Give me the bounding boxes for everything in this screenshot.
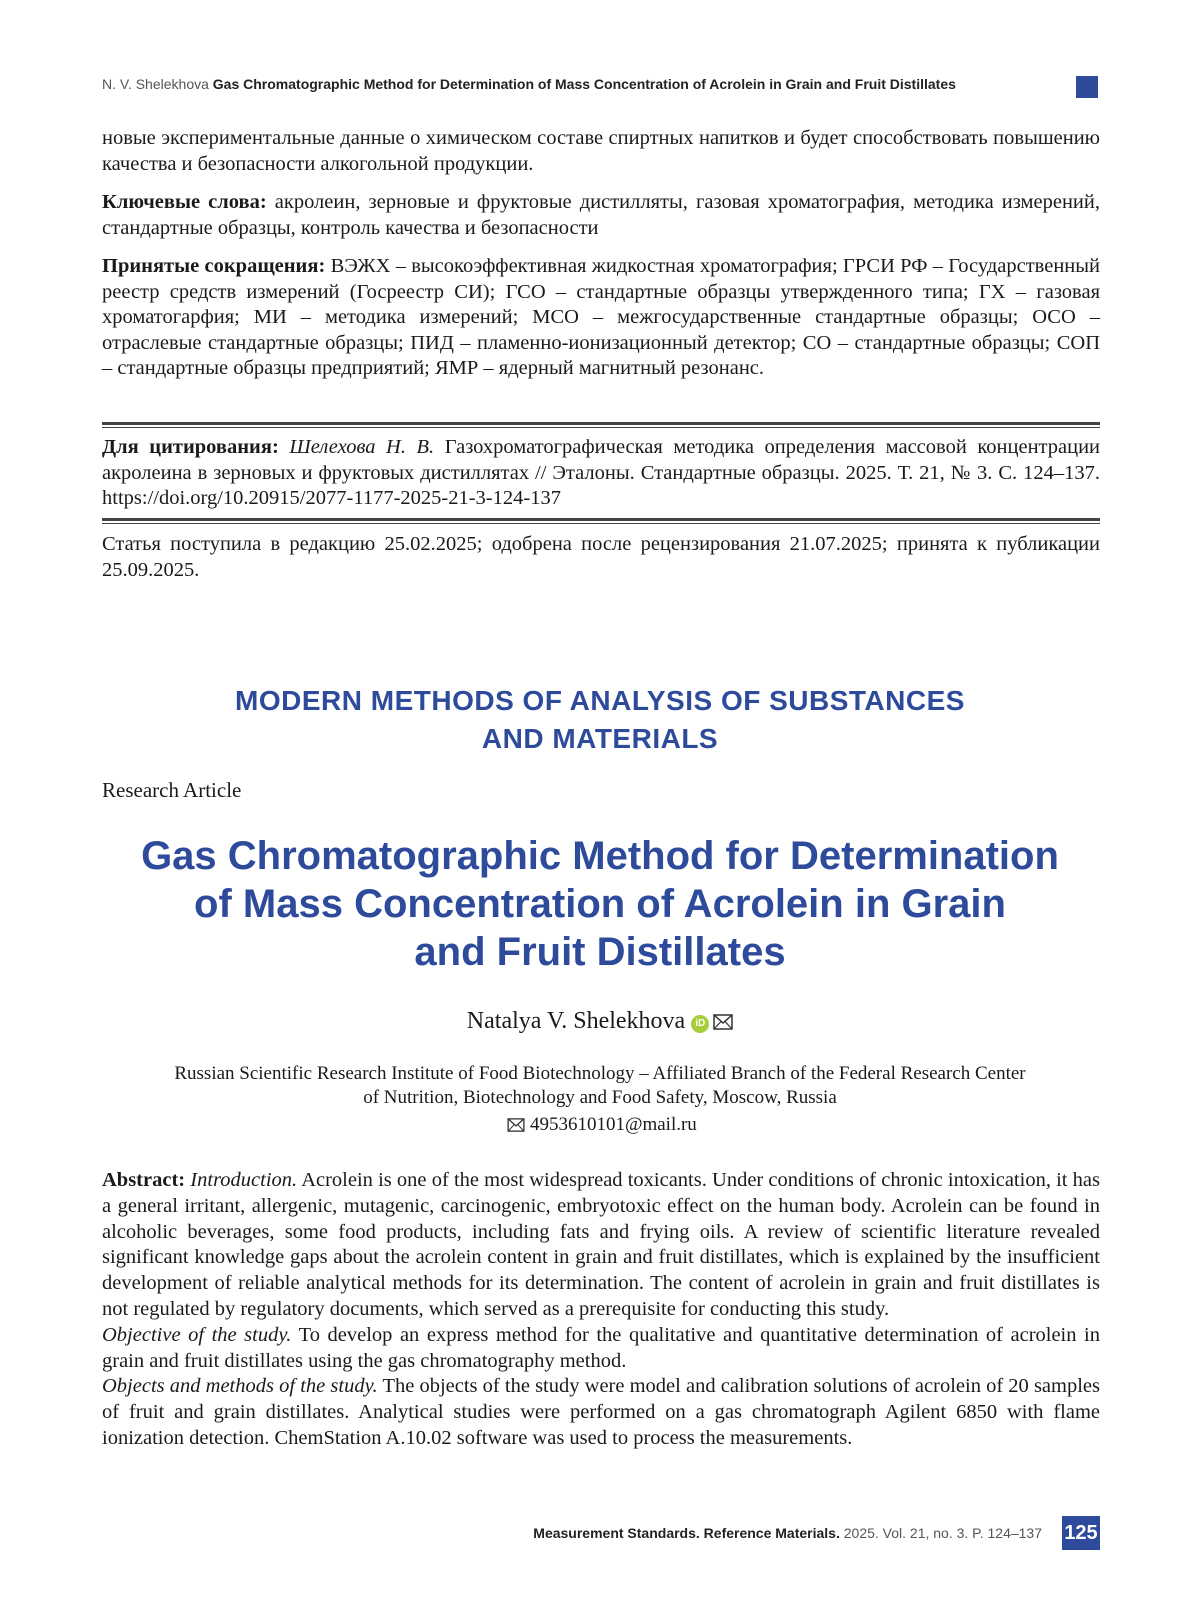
introduction-text: Acrolein is one of the most widespread toxicants. Under conditions of chronic intoxication, it has a general irritant, allergenic, mutagenic, carcinogenic, embryotoxic effect on the human body. Acrolein can be found in alcoholic beverages, some food products, including fats and frying oils. A review of scientific literature revealed significant knowledge gaps about the acrolein content in grain and fruit distillates, which is explained by the insufficient development of reliable analytical methods for its determination. The content of acrolein in grain and fruit distillates is not regulated by regulatory documents, which served as a prerequisite for conducting this study. <box>102 1169 1100 1320</box>
abbr-label: Принятые сокращения: <box>102 255 326 277</box>
cite-text: Газохроматографическая методика определения массовой концентрации акролеина в зерновых и фруктовых дистиллятах // Эталоны. Стандартные образцы. 2025. Т. 21, № 3. С. 124–137. https://doi.org/10.20915/2077-1177-2025-21-3-124-137 <box>102 436 1101 509</box>
section-title <box>100 682 1100 758</box>
ru-keywords <box>102 190 1100 241</box>
abstract-objective <box>102 1323 1100 1375</box>
cite-label: Для цитирования: <box>102 436 279 458</box>
abstract <box>102 1168 1100 1452</box>
objective-label: Objective of the study. <box>102 1323 292 1346</box>
cite-author: Шелехова Н. В. <box>289 436 435 458</box>
article-title <box>60 832 1140 976</box>
affiliation-line2: of Nutrition, Biotechnology and Food Safety, Moscow, Russia <box>363 1087 837 1108</box>
ru-citation <box>102 435 1100 512</box>
introduction-label: Introduction. <box>190 1169 298 1191</box>
section-title-line1: MODERN METHODS OF ANALYSIS OF SUBSTANCES <box>235 685 965 716</box>
author-name: Natalya V. Shelekhova <box>466 1008 686 1034</box>
abstract-label: Abstract: <box>102 1169 186 1191</box>
objective-text: To develop an express method for the qualitative and quantitative determination of acrolein in grain and fruit distillates using the gas chromatography method. <box>102 1323 1100 1372</box>
affiliation-line1: Russian Scientific Research Institute of Food Biotechnology – Affiliated Branch of the Federal Research Center <box>174 1063 1026 1084</box>
ru-abbreviations <box>102 254 1100 382</box>
author-email-link[interactable]: 4953610101@mail.ru <box>529 1114 697 1135</box>
footer-journal: Measurement Standards. Reference Materials. <box>533 1525 840 1541</box>
article-title-line2: of Mass Concentration of Acrolein in Grain <box>194 882 1006 926</box>
email-line <box>0 1114 1200 1138</box>
citation-top-rule <box>102 422 1100 428</box>
keywords-text: акролеин, зерновые и фруктовые дистилляты, газовая хроматография, методика измерений, стандартные образцы, контроль качества и безопасности <box>102 191 1100 239</box>
article-type: Research Article <box>102 778 242 802</box>
affiliation <box>80 1062 1120 1110</box>
abstract-objects-methods <box>102 1374 1100 1451</box>
abstract-introduction <box>102 1168 1100 1323</box>
author-line <box>0 1008 1200 1037</box>
abbr-text: ВЭЖХ – высокоэффективная жидкостная хроматография; ГРСИ РФ – Государственный реестр средств измерений (Госреестр СИ); ГСО – стандартные образцы утвержденного типа; ГХ – газовая хроматогарфия; МИ – методика измерений; МСО – межгосударственные стандартные образцы; ОСО – отраслевые стандартные образцы; ПИД – пламенно-ионизационный детектор; СО – стандартные образцы; СОП – стандартные образцы предприятий; ЯМР – ядерный магнитный резонанс. <box>102 255 1101 379</box>
objects-text: The objects of the study were model and calibration solutions of acrolein of 20 samples of fruit and grain distillates. Analytical studies were performed on a gas chromatograph Agilent 6850 with flame ionization detection. ChemStation A.10.02 software was used to process the measurements. <box>102 1375 1100 1449</box>
header-title: Gas Chromatographic Method for Determination of Mass Concentration of Acrolein in Grain and Fruit Distillates <box>212 76 956 92</box>
orcid-icon[interactable]: iD <box>691 1015 709 1033</box>
ru-intro-tail: новые экспериментальные данные о химическом составе спиртных напитков и будет способствовать повышению качества и безопасности алкогольной продукции. <box>102 127 1100 175</box>
header-marker <box>1076 76 1098 98</box>
article-title-line1: Gas Chromatographic Method for Determination <box>141 834 1059 878</box>
article-title-line3: and Fruit Distillates <box>414 930 786 974</box>
envelope-icon[interactable] <box>713 1010 733 1037</box>
running-footer <box>420 1525 1042 1541</box>
objects-label: Objects and methods of the study. <box>102 1375 378 1398</box>
section-title-line2: AND MATERIALS <box>481 723 719 754</box>
citation-bottom-rule <box>102 518 1100 524</box>
keywords-label: Ключевые слова: <box>102 191 267 213</box>
page-number: 125 <box>1062 1516 1100 1550</box>
ru-received-dates: Статья поступила в редакцию 25.02.2025; одобрена после рецензирования 21.07.2025; принята к публикации 25.09.2025. <box>102 533 1100 581</box>
header-author: N. V. Shelekhova <box>102 76 209 92</box>
envelope-icon <box>507 1116 525 1138</box>
running-header <box>102 76 1100 98</box>
footer-issue: 2025. Vol. 21, no. 3. P. 124–137 <box>843 1525 1042 1541</box>
